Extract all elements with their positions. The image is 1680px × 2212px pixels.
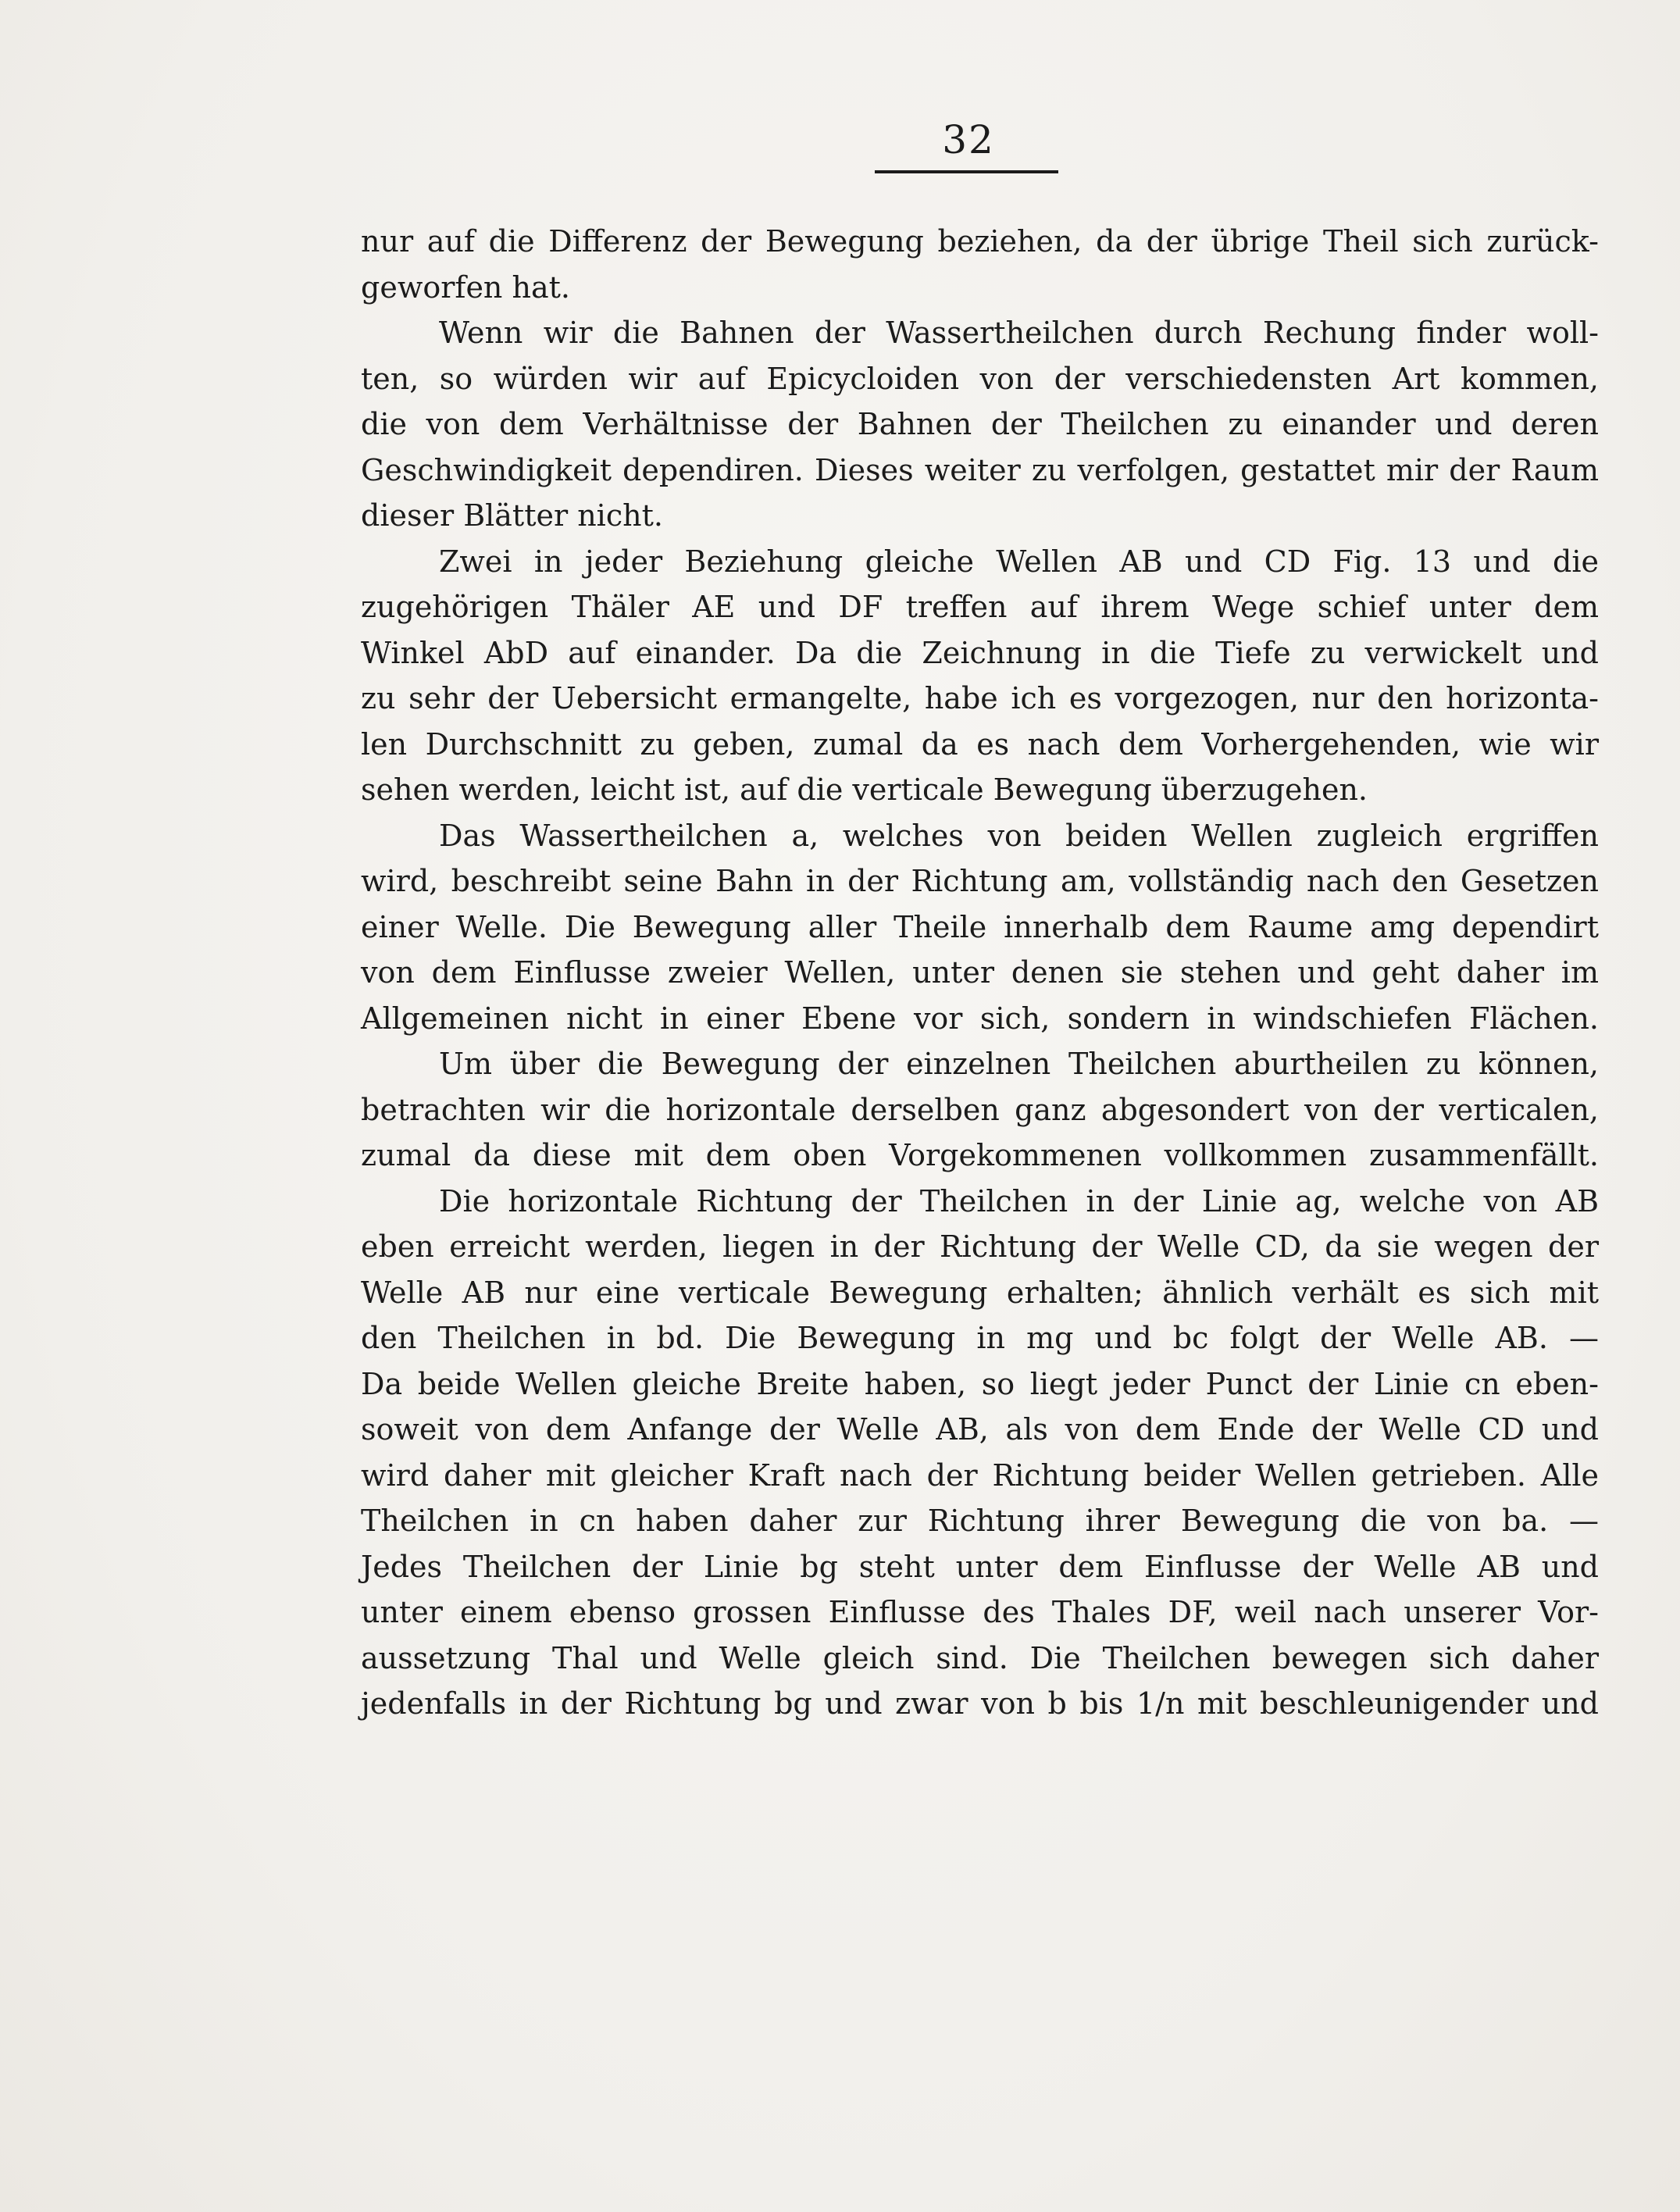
text-line: aussetzung Thal und Welle gleich sind. Die Theilchen bewegen sich daher xyxy=(361,1640,1599,1675)
text-line: ten, so würden wir auf Epicycloiden von der verschiedensten Art kommen, xyxy=(361,361,1599,396)
text-line: zu sehr der Uebersicht ermangelte, habe ich es vorgezogen, nur den horizonta- xyxy=(361,681,1599,715)
text-line: soweit von dem Anfange der Welle AB, als von dem Ende der Welle CD und xyxy=(361,1412,1599,1447)
text-line: dieser Blätter nicht. xyxy=(361,498,663,533)
text-line: nur auf die Differenz der Bewegung beziehen, da der übrige Theil sich zurück- xyxy=(361,224,1599,259)
text-line: Winkel AbD auf einander. Da die Zeichnung in die Tiefe zu verwickelt und xyxy=(361,635,1599,670)
text-line: die von dem Verhältnisse der Bahnen der Theilchen zu einander und deren xyxy=(361,407,1599,441)
text-line: Zwei in jeder Beziehung gleiche Wellen AB und CD Fig. 13 und die xyxy=(439,544,1599,579)
text-line: Jedes Theilchen der Linie bg steht unter dem Einflusse der Welle AB und xyxy=(361,1549,1599,1584)
text-line: wird daher mit gleicher Kraft nach der Richtung beider Wellen getrieben. Alle xyxy=(361,1457,1599,1493)
text-line: Da beide Wellen gleiche Breite haben, so liegt jeder Punct der Linie cn eben- xyxy=(361,1366,1599,1401)
text-line: len Durchschnitt zu geben, zumal da es nach dem Vorhergehenden, wie wir xyxy=(361,726,1599,762)
text-line: den Theilchen in bd. Die Bewegung in mg und bc folgt der Welle AB. — xyxy=(361,1321,1599,1355)
text-line: Wenn wir die Bahnen der Wassertheilchen durch Rechung finder woll- xyxy=(439,316,1599,350)
text-line: wird, beschreibt seine Bahn in der Richtung am, vollständig nach den Gesetzen xyxy=(361,864,1599,898)
text-line: Allgemeinen nicht in einer Ebene vor sich, sondern in windschiefen Flächen. xyxy=(361,1001,1599,1036)
text-line: jedenfalls in der Richtung bg und zwar von b bis 1/n mit beschleunigender und xyxy=(361,1686,1599,1721)
text-line: unter einem ebenso grossen Einflusse des Thales DF, weil nach unserer Vor- xyxy=(361,1595,1599,1629)
text-line: Geschwindigkeit dependiren. Dieses weiter zu verfolgen, gestattet mir der Raum xyxy=(361,452,1599,487)
text-line: einer Welle. Die Bewegung aller Theile innerhalb dem Raume amg dependirt xyxy=(361,909,1599,944)
text-line: Die horizontale Richtung der Theilchen in der Linie ag, welche von AB xyxy=(439,1183,1599,1218)
text-line: Um über die Bewegung der einzelnen Theilchen aburtheilen zu können, xyxy=(439,1047,1599,1081)
text-line: zugehörigen Thäler AE und DF treffen auf ihrem Wege schief unter dem xyxy=(361,590,1599,624)
header-rule xyxy=(875,170,1058,173)
text-line: eben erreicht werden, liegen in der Richtung der Welle CD, da sie wegen der xyxy=(361,1229,1599,1264)
text-line: von dem Einflusse zweier Wellen, unter denen sie stehen und geht daher im xyxy=(361,955,1599,990)
text-line: Welle AB nur eine verticale Bewegung erhalten; ähnlich verhält es sich mit xyxy=(361,1275,1599,1310)
text-line: betrachten wir die horizontale derselben ganz abgesondert von der verticalen, xyxy=(361,1092,1599,1127)
text-line: Das Wassertheilchen a, welches von beiden Wellen zugleich ergriffen xyxy=(439,818,1599,853)
text-line: Theilchen in cn haben daher zur Richtung ihrer Bewegung die von ba. — xyxy=(361,1504,1599,1538)
text-line: zumal da diese mit dem oben Vorgekommenen vollkommen zusammenfällt. xyxy=(361,1138,1599,1172)
text-line: sehen werden, leicht ist, auf die verticale Bewegung überzugehen. xyxy=(361,772,1368,807)
text-line: geworfen hat. xyxy=(361,269,570,305)
page-number: 32 xyxy=(942,117,995,162)
body-text xyxy=(361,219,1599,1727)
